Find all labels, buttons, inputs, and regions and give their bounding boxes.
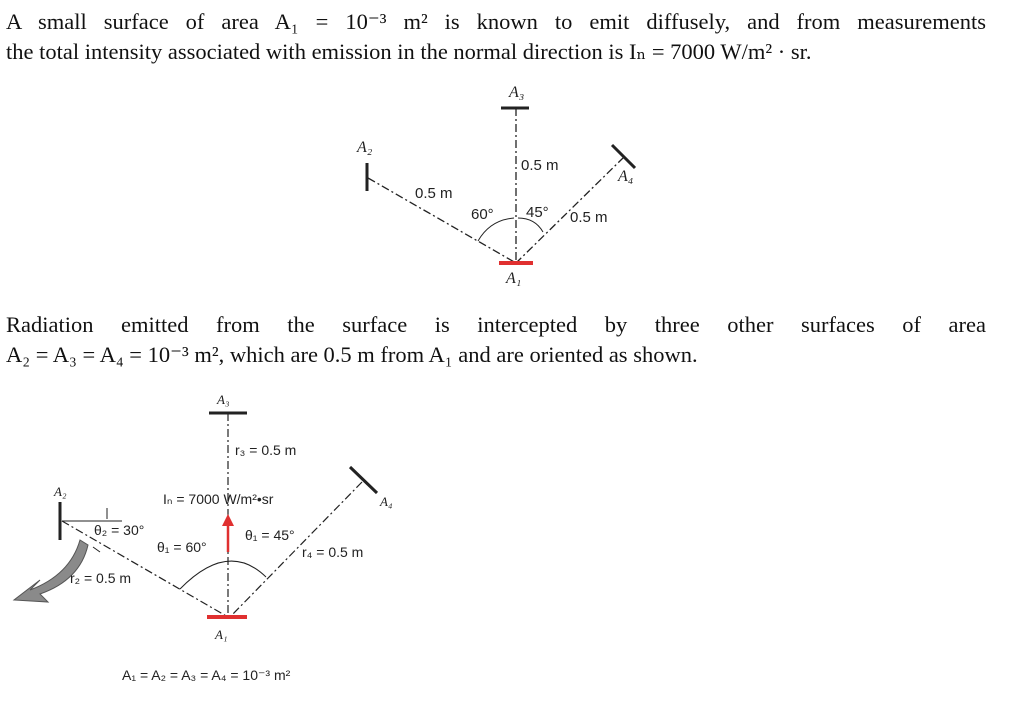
distance-a3: 0.5 m xyxy=(521,157,559,174)
label-a3: A₃ xyxy=(509,84,525,101)
label-r2: r₂ = 0.5 m xyxy=(70,570,132,586)
distance-a4: 0.5 m xyxy=(570,209,608,226)
label-r4: r₄ = 0.5 m xyxy=(302,544,364,560)
distance-a2: 0.5 m xyxy=(415,185,453,202)
paragraph-2-line-1: Radiation emitted from the surface is intercepted by three other surfaces of area xyxy=(6,312,986,337)
label-intensity: Iₙ = 7000 W/m²•sr xyxy=(163,491,274,507)
label2-a2: A₂ xyxy=(54,484,67,499)
surface-a4-2 xyxy=(350,467,377,493)
paragraph-2-line-2: A₂ = A₃ = A₄ = 10⁻³ m², which are 0.5 m from A₁ and are oriented as shown. xyxy=(6,342,698,367)
label2-a3: A₃ xyxy=(217,392,230,407)
paragraph-1-line-1: A small surface of area A₁ = 10⁻³ m² is known to emit diffusely, and from measurements xyxy=(6,9,986,34)
angle-60: 60° xyxy=(471,206,494,223)
label-a2: A₂ xyxy=(357,139,373,156)
label2-a1: A₁ xyxy=(215,627,228,642)
r2-ray xyxy=(62,521,228,617)
label2-a4: A₄ xyxy=(380,494,393,509)
label-r3: r₃ = 0.5 m xyxy=(235,442,297,458)
label-theta1-45: θ₁ = 45° xyxy=(245,527,295,543)
theta1-arc xyxy=(180,561,266,589)
paragraph-1-line-2: the total intensity associated with emission in the normal direction is Iₙ = 7000 W/m² · sr. xyxy=(6,39,812,64)
label-a1: A₁ xyxy=(506,270,522,287)
area-equation: A₁ = A₂ = A₃ = A₄ = 10⁻³ m² xyxy=(122,667,291,683)
label-a4: A₄ xyxy=(618,168,634,185)
label-theta2: θ₂ = 30° xyxy=(94,522,145,538)
angle-45: 45° xyxy=(526,204,549,221)
intensity-arrowhead xyxy=(222,514,234,526)
problem-paragraph-2 xyxy=(6,310,986,370)
label-theta1-60: θ₁ = 60° xyxy=(157,539,207,555)
